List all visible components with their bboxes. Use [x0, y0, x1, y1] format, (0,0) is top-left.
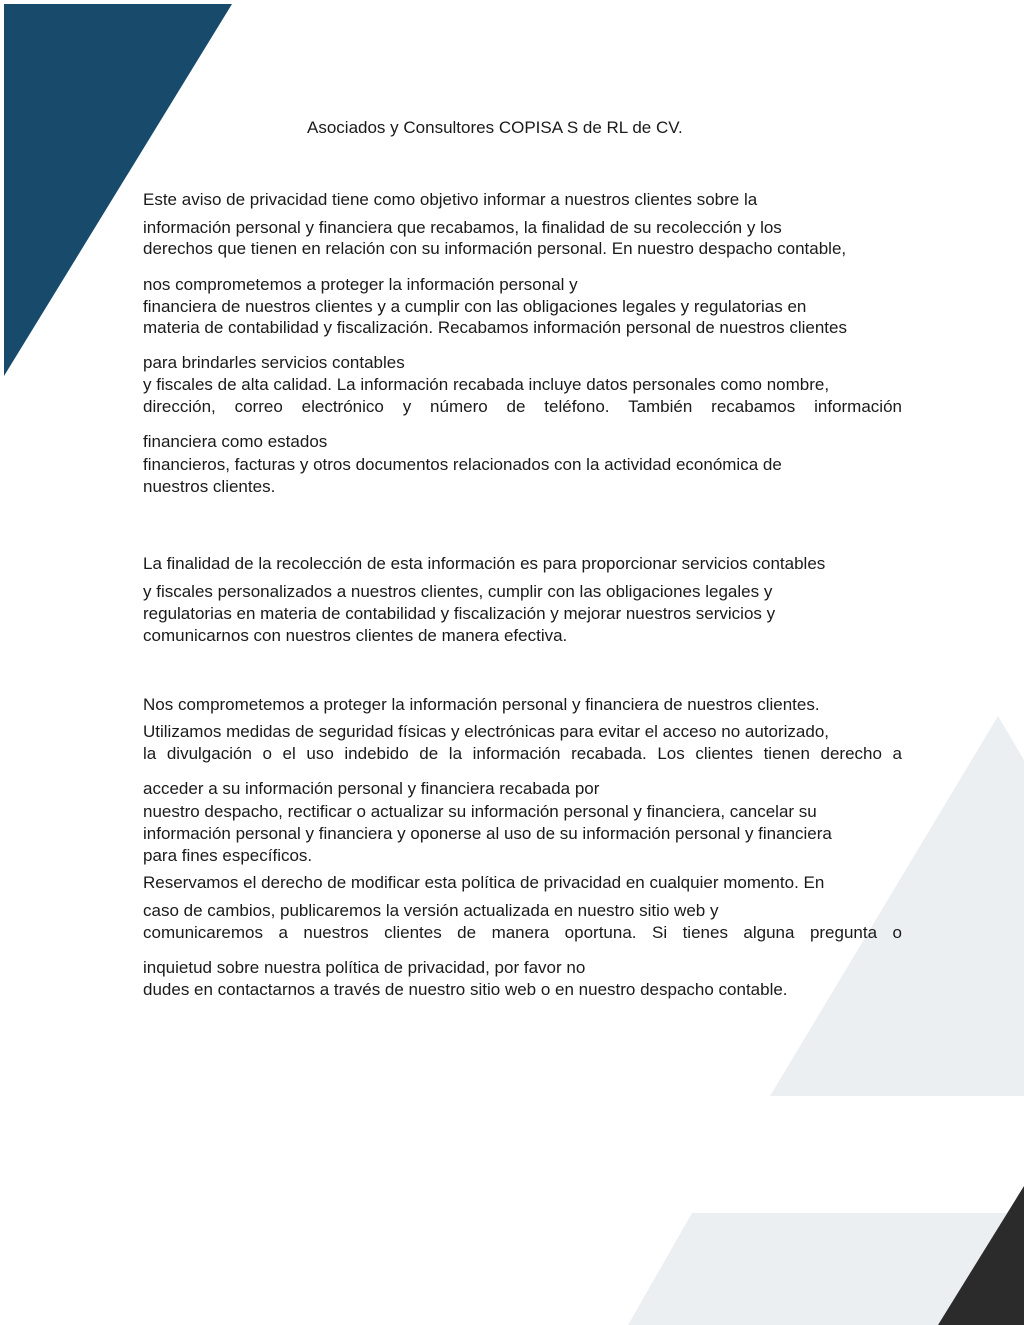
body-line: y fiscales personalizados a nuestros clientes, cumplir con las obligaciones legales y [143, 582, 773, 601]
body-line: Utilizamos medidas de seguridad físicas y electrónicas para evitar el acceso no autorizado, [143, 722, 830, 741]
body-line: información personal y financiera que recabamos, la finalidad de su recolección y los [143, 218, 782, 237]
body-line: Este aviso de privacidad tiene como objetivo informar a nuestros clientes sobre la [143, 190, 758, 209]
body-line: y fiscales de alta calidad. La información recabada incluye datos personales como nombre, [143, 375, 830, 394]
body-line: Nos comprometemos a proteger la información personal y financiera de nuestros clientes. [143, 695, 820, 714]
body-line: para fines específicos. [143, 846, 313, 865]
body-line: acceder a su información personal y financiera recabada por [143, 779, 600, 798]
body-line: nos comprometemos a proteger la información personal y [143, 275, 578, 294]
body-line: comunicaremos a nuestros clientes de manera oportuna. Si tienes alguna pregunta o [143, 923, 902, 942]
body-line: financieros, facturas y otros documentos relacionados con la actividad económica de [143, 455, 782, 474]
body-line: nuestros clientes. [143, 477, 276, 496]
body-line: regulatorias en materia de contabilidad y fiscalización y mejorar nuestros servicios y [143, 604, 776, 623]
body-line: la divulgación o el uso indebido de la información recabada. Los clientes tienen derecho a [143, 744, 902, 763]
body-line: financiera como estados [143, 432, 328, 451]
body-line: Reservamos el derecho de modificar esta política de privacidad en cualquier momento. En [143, 873, 825, 892]
body-line: caso de cambios, publicaremos la versión actualizada en nuestro sitio web y [143, 901, 719, 920]
body-line: materia de contabilidad y fiscalización. Recabamos información personal de nuestros clientes [143, 318, 847, 337]
body-line: derechos que tienen en relación con su información personal. En nuestro despacho contable, [143, 239, 847, 258]
body-line: financiera de nuestros clientes y a cumplir con las obligaciones legales y regulatorias en [143, 297, 807, 316]
body-line: dirección, correo electrónico y número de teléfono. También recabamos información [143, 397, 902, 416]
body-line: para brindarles servicios contables [143, 353, 405, 372]
body-line: inquietud sobre nuestra política de privacidad, por favor no [143, 958, 586, 977]
body-line: dudes en contactarnos a través de nuestro sitio web o en nuestro despacho contable. [143, 980, 788, 999]
body-line: comunicarnos con nuestros clientes de manera efectiva. [143, 626, 568, 645]
body-line: nuestro despacho, rectificar o actualizar su información personal y financiera, cancelar su [143, 802, 817, 821]
body-line: información personal y financiera y oponerse al uso de su información personal y financiera [143, 824, 832, 843]
document-title: Asociados y Consultores COPISA S de RL de CV. [307, 118, 683, 137]
body-line: La finalidad de la recolección de esta información es para proporcionar servicios contables [143, 554, 826, 573]
